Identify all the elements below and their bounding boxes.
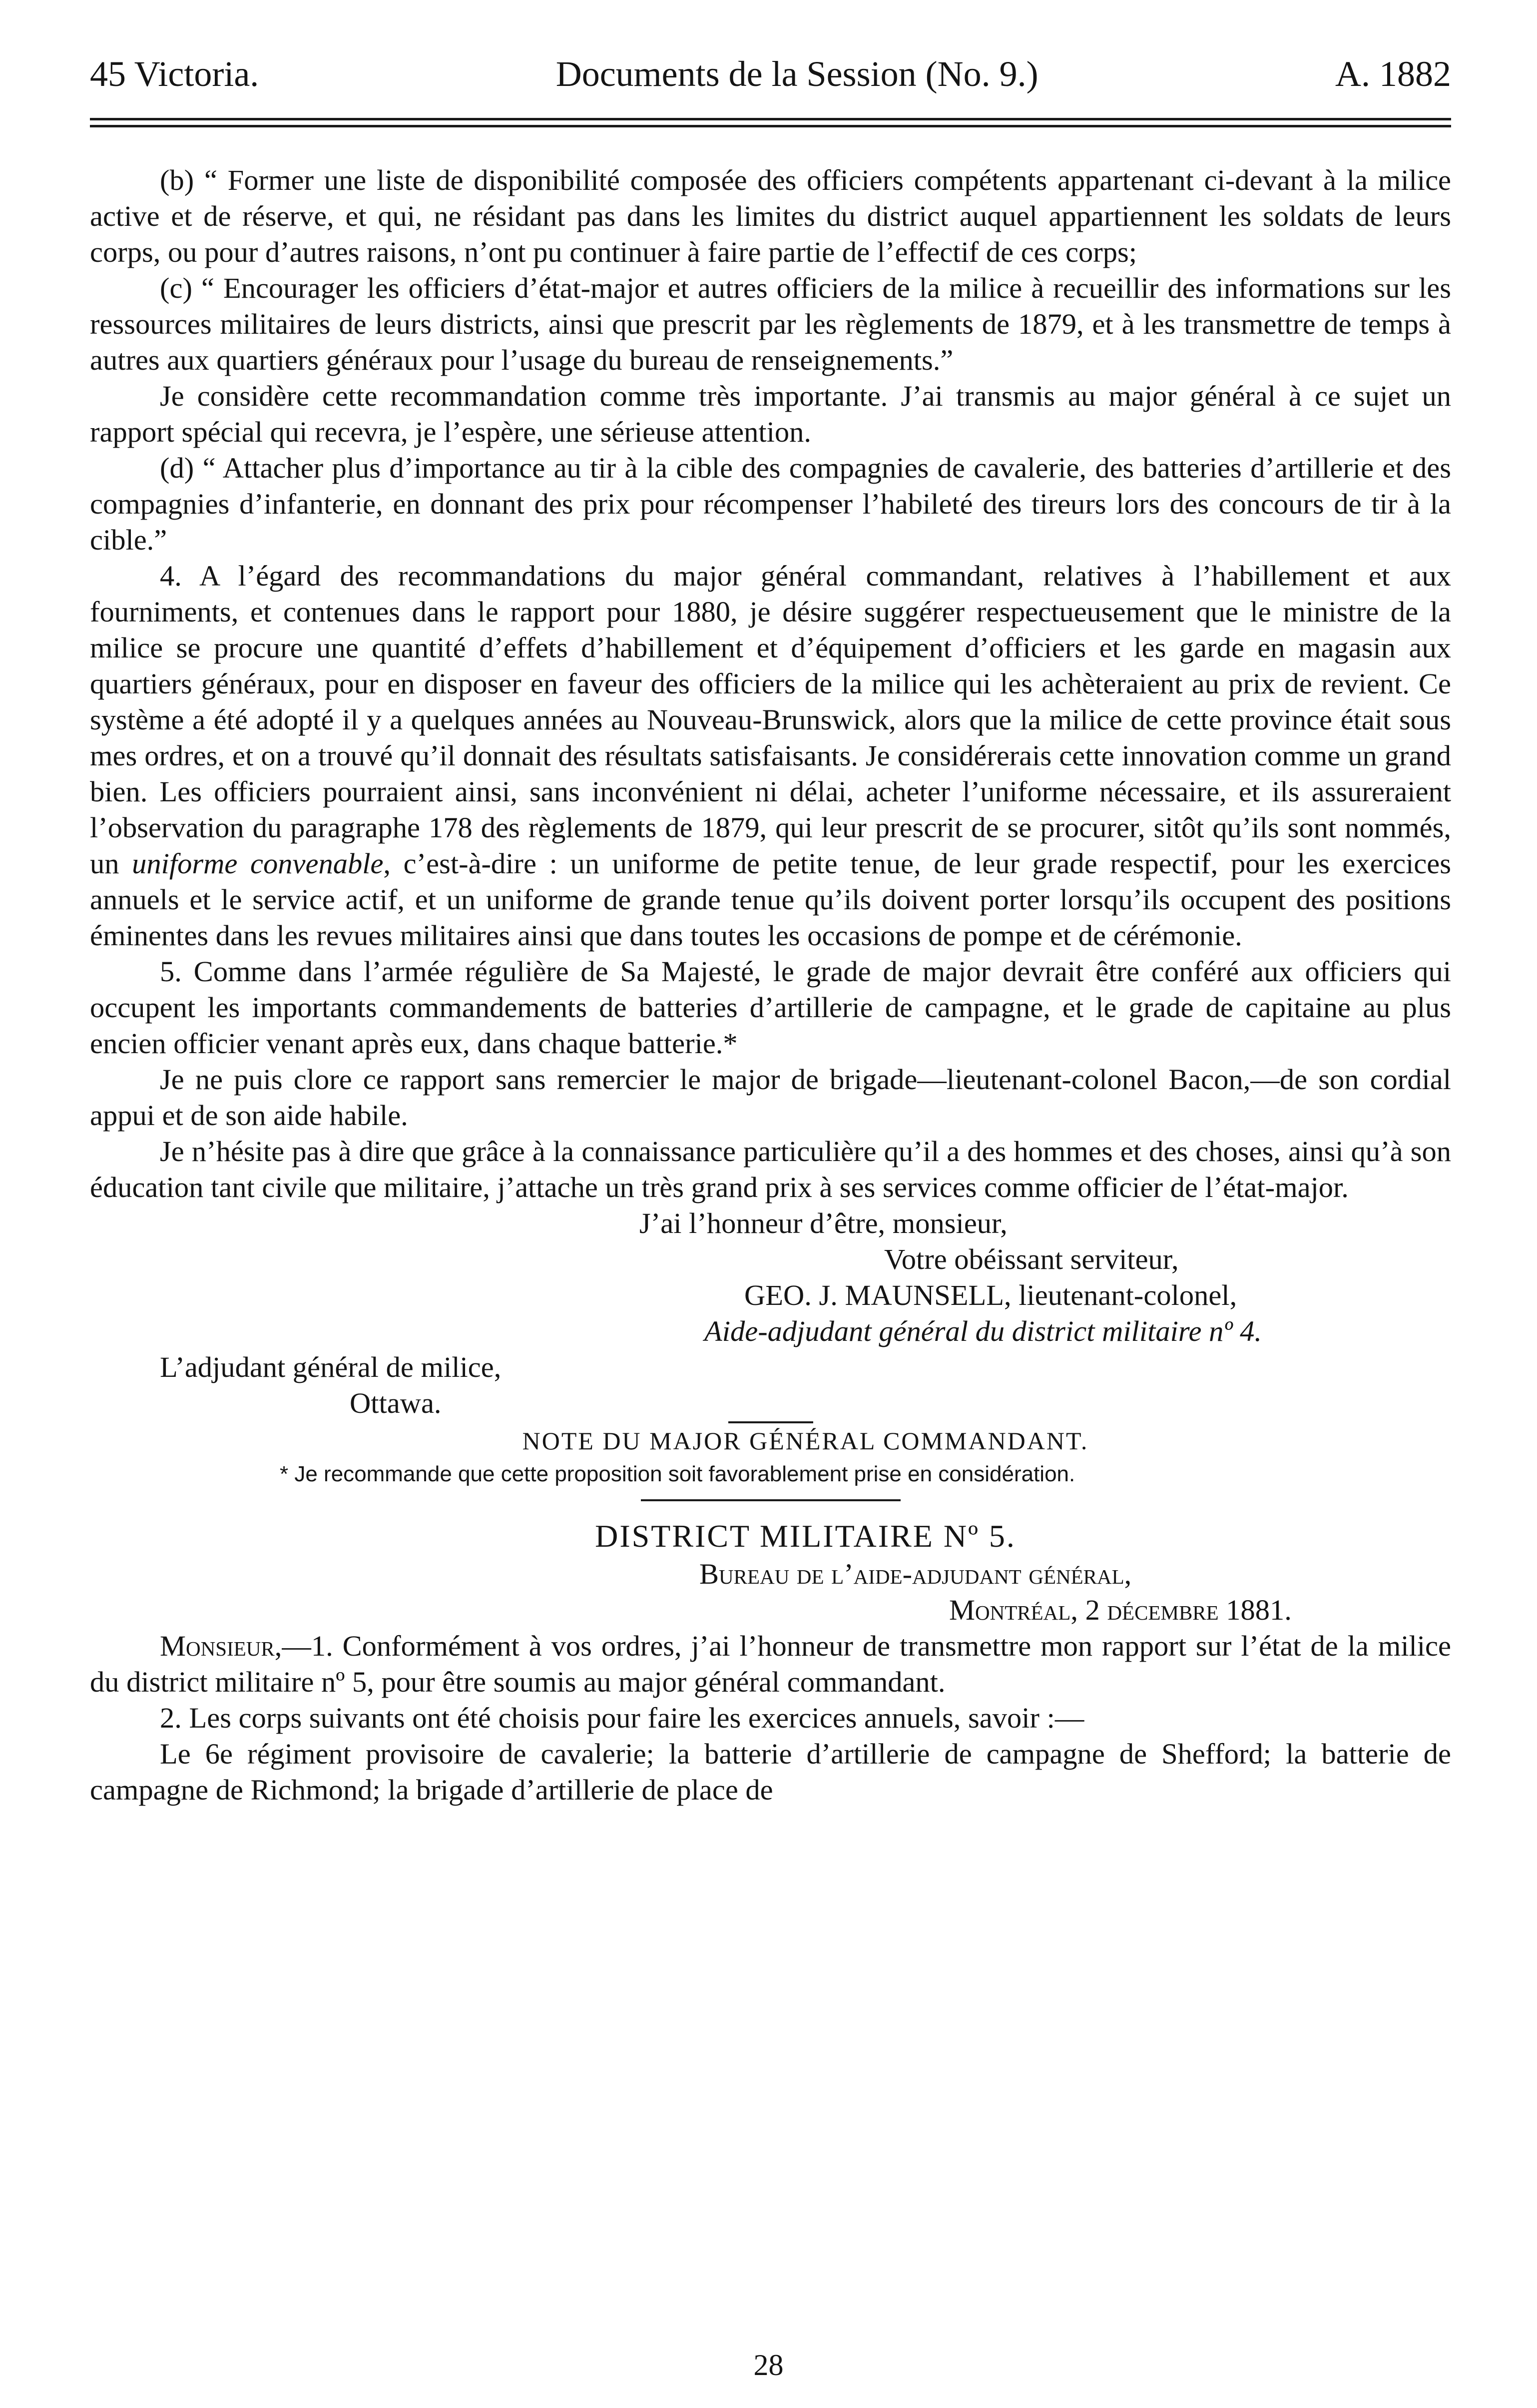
header-volume: 45 Victoria. — [90, 54, 259, 94]
addressee-city: Ottawa. — [350, 1387, 442, 1420]
note-title: NOTE DU MAJOR GÉNÉRAL COMMANDANT. — [522, 1427, 1089, 1455]
paragraph-4-rest: , c’est-à-dire : un uniforme de petite tenue, de leur grade respectif, pour les exercices annuels et le service actif, et un uniforme de grande tenue qu’ils doivent porter lorsqu’ils occupent des positions éminentes dans les revues militaires ainsi que dans toutes les occasions de pompe et de cérémonie. — [90, 847, 1451, 952]
closing-line-2: Votre obéissant serviteur, — [884, 1243, 1179, 1276]
letter-paragraph-2: 2. Les corps suivants ont été choisis pour faire les exercices annuels, savoir :— — [160, 1702, 1084, 1735]
paragraph-5: 5. Comme dans l’armée régulière de Sa Majesté, le grade de major devrait être conféré aux officiers qui occupent les importants commandements de batteries d’artillerie de campagne, et le grade de capitaine au plus encien officier venant après eux, dans chaque batterie.* — [90, 955, 1451, 1060]
paragraph-4-text: 4. A l’égard des recommandations du major général commandant, relatives à l’habillement et aux fourniments, et contenues dans le rapport pour 1880, je désire suggérer respectueusement que le ministre de la milice se procure une quantité d’effets d’habillement et d’équipement d’officiers et les garde en magasin aux quartiers généraux, pour en disposer en faveur des officiers de la milice qui les achèteraient au prix de revient. Ce système a été adopté il y a quelques années au Nouveau-Brunswick, alors que la milice de cette province était sous mes ordres, et on a trouvé qu’il donnait des résultats satisfaisants. Je considérerais cette innovation comme un grand bien. Les officiers pourraient ainsi, sans inconvénient ni délai, acheter l’uniforme nécessaire, et ils assureraient l’observation du paragraphe 178 des règlements de 1879, qui leur prescrit de se procurer, sitôt qu’ils sont nommés, un — [90, 560, 1451, 880]
addressee: L’adjudant général de milice, — [160, 1351, 502, 1384]
header-double-rule — [90, 118, 1451, 127]
letter-paragraph-3: Le 6e régiment provisoire de cavalerie; la batterie d’artillerie de campagne de Shefford; la batterie de campagne de Richmond; la brigade d’artillerie de place de — [90, 1738, 1451, 1806]
paragraph-thanks: Je ne puis clore ce rapport sans remercier le major de brigade—lieutenant-colonel Bacon,—de son cordial appui et de son aide habile. — [90, 1063, 1451, 1132]
bureau-line: Bureau de l’aide-adjudant général, — [699, 1558, 1132, 1591]
paragraph-c: (c) “ Encourager les officiers d’état-major et autres officiers de la milice à recueillir des informations sur les ressources militaires de leurs districts, ainsi que prescrit par les règlements de 1879, et à les transmettre de temps à autres aux quartiers généraux pour l’usage du bureau de renseignements.” — [90, 272, 1451, 377]
salutation: Monsieur, — [160, 1630, 282, 1663]
asterisk-icon: * — [280, 1462, 289, 1487]
header-year: A. 1882 — [1335, 54, 1451, 94]
document-page — [90, 52, 1451, 1808]
place-date-line: Montréal, 2 décembre 1881. — [949, 1594, 1292, 1627]
paragraph-4 — [90, 558, 1451, 954]
footnote-text: Je recommande que cette proposition soit favorablement prise en considération. — [294, 1462, 1075, 1487]
district-title: DISTRICT MILITAIRE Nº 5. — [595, 1518, 1016, 1554]
page-number: 28 — [753, 2349, 784, 2382]
paragraph-d: (d) “ Attacher plus d’importance au tir à la cible des compagnies de cavalerie, des batteries d’artillerie et des compagnies d’infanterie, en donnant des prix pour récompenser l’habileté des tireurs lors des concours de tir à la cible.” — [90, 452, 1451, 557]
signature: GEO. J. MAUNSELL, lieutenant-colonel, — [744, 1279, 1237, 1312]
paragraph-b: (b) “ Former une liste de disponibilité composée des officiers compétents appartenant ci-devant à la milice active et de réserve, et qui, ne résidant pas dans les limites du district auquel appartiennent les soldats de leurs corps, ou pour d’autres raisons, n’ont pu continuer à faire partie de l’effectif de ces corps; — [90, 164, 1451, 269]
closing-line-1: J’ai l’honneur d’être, monsieur, — [639, 1207, 1008, 1240]
header-title: Documents de la Session (No. 9.) — [555, 54, 1038, 94]
footnote — [90, 1458, 1451, 1490]
paragraph-praise: Je n’hésite pas à dire que grâce à la connaissance particulière qu’il a des hommes et des choses, ainsi qu’à son éducation tant civile que militaire, j’attache un très grand prix à ses services comme officier de l’état-major. — [90, 1135, 1451, 1204]
signature-title: Aide-adjudant général du district militaire nº 4. — [704, 1315, 1262, 1348]
paragraph-recommendation: Je considère cette recommandation comme très importante. J’ai transmis au major général à ce sujet un rapport spécial qui recevra, je l’espère, une sérieuse attention. — [90, 380, 1451, 449]
paragraph-4-italic: uniforme convenable — [132, 847, 384, 880]
section-rule — [641, 1499, 901, 1501]
running-header — [90, 52, 1451, 95]
letter-paragraph-1 — [90, 1628, 1451, 1700]
document-body — [90, 162, 1451, 1808]
letter-paragraph-1-text: —1. Conformément à vos ordres, j’ai l’honneur de transmettre mon rapport sur l’état de la milice du district militaire nº 5, pour être soumis au major général commandant. — [90, 1630, 1451, 1699]
